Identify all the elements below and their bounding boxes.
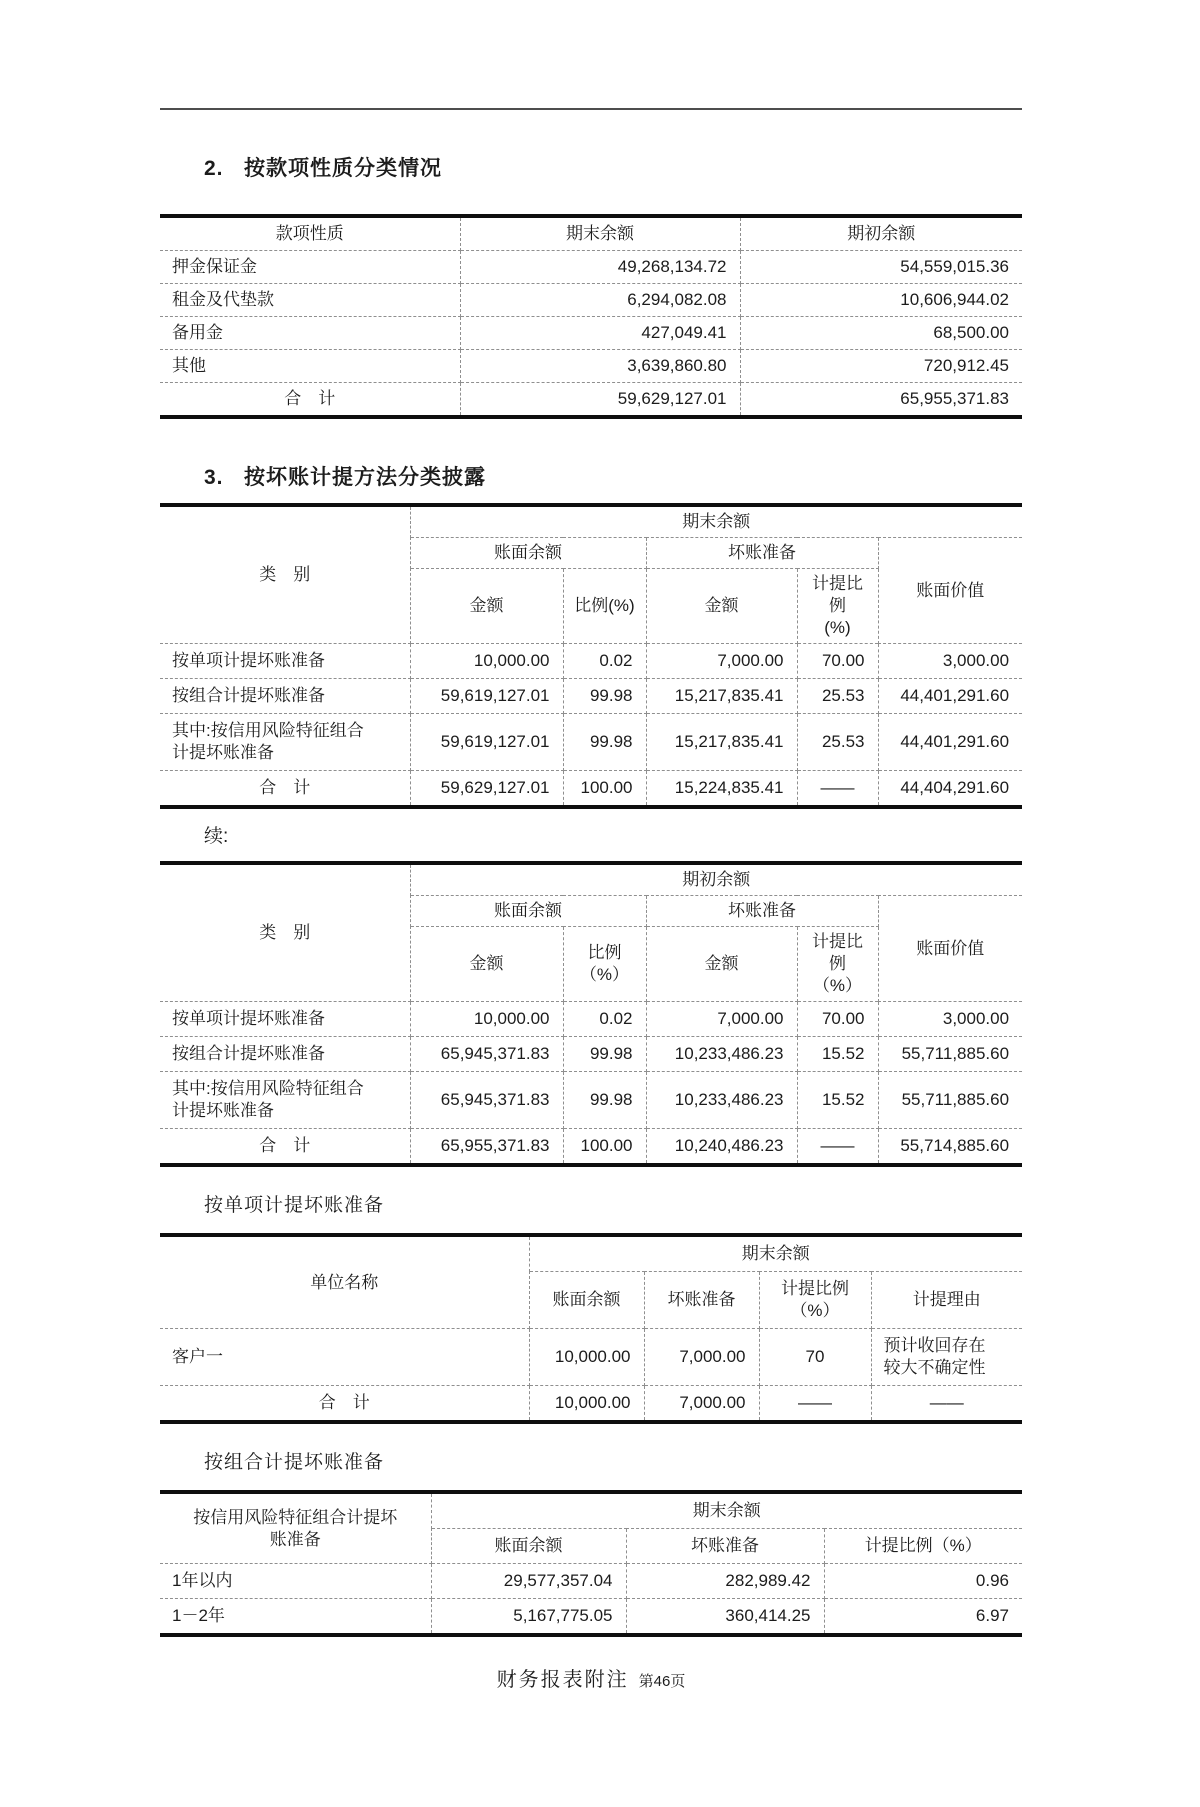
footer-page-number: 第46页 xyxy=(638,1673,686,1690)
col-header-credit-risk-group: 按信用风险特征组合计提坏 账准备 xyxy=(160,1492,431,1564)
header-rule xyxy=(160,108,1022,110)
col-header-book-balance: 账面余额 xyxy=(431,1529,626,1564)
col-header-bad-debt-provision: 坏账准备 xyxy=(644,1272,759,1329)
cell-value: 59,619,127.01 xyxy=(410,679,563,714)
col-header-category: 类 别 xyxy=(160,863,410,1002)
col-header-bad-debt-provision: 坏账准备 xyxy=(646,896,878,927)
row-label: 1－2年 xyxy=(160,1599,431,1636)
individual-provision-heading: 按单项计提坏账准备 xyxy=(204,1195,385,1216)
cell-value: 70.00 xyxy=(797,1002,878,1037)
row-label: 其他 xyxy=(160,350,460,383)
cell-value: 15,217,835.41 xyxy=(646,714,797,771)
cell-value: 54,559,015.36 xyxy=(740,251,1022,284)
total-value: 65,955,371.83 xyxy=(410,1129,563,1166)
cell-value: 10,000.00 xyxy=(410,1002,563,1037)
cell-value: 10,000.00 xyxy=(410,644,563,679)
table-row xyxy=(160,1329,1022,1386)
col-header-amount: 金额 xyxy=(410,569,563,644)
total-label: 合 计 xyxy=(160,1386,529,1423)
table-row xyxy=(160,644,1022,679)
cell-value: 360,414.25 xyxy=(626,1599,824,1636)
cell-value: 65,945,371.83 xyxy=(410,1037,563,1072)
row-label: 客户一 xyxy=(160,1329,529,1386)
cell-value: 15.52 xyxy=(797,1037,878,1072)
cell-value: 55,711,885.60 xyxy=(878,1072,1022,1129)
cell-value: 29,577,357.04 xyxy=(431,1564,626,1599)
table-header-row xyxy=(160,1235,1022,1272)
total-dash: —— xyxy=(797,1129,878,1166)
table-row xyxy=(160,1037,1022,1072)
section-2-title: 按款项性质分类情况 xyxy=(244,157,442,180)
section-3-heading xyxy=(204,463,1022,493)
cell-value: 6.97 xyxy=(824,1599,1022,1636)
cell-value: 720,912.45 xyxy=(740,350,1022,383)
payment-nature-table xyxy=(160,214,1022,419)
cell-reason: 预计收回存在 较大不确定性 xyxy=(871,1329,1022,1386)
cell-value: 25.53 xyxy=(797,679,878,714)
row-label: 其中:按信用风险特征组合 计提坏账准备 xyxy=(160,714,410,771)
col-header-ratio: 比例(%) xyxy=(563,569,646,644)
row-label: 按组合计提坏账准备 xyxy=(160,1037,410,1072)
total-value: 15,224,835.41 xyxy=(646,771,797,808)
total-value: 55,714,885.60 xyxy=(878,1129,1022,1166)
individual-provision-table xyxy=(160,1233,1022,1424)
col-header-provision-ratio: 计提比例 (%) xyxy=(797,569,878,644)
cell-value: 5,167,775.05 xyxy=(431,1599,626,1636)
total-label: 合 计 xyxy=(160,1129,410,1166)
table-header-row xyxy=(160,863,1022,896)
total-label: 合 计 xyxy=(160,771,410,808)
col-header-book-balance: 账面余额 xyxy=(410,538,646,569)
col-header-amount: 金额 xyxy=(646,569,797,644)
col-header-ending-balance: 期末余额 xyxy=(431,1492,1022,1529)
table-row xyxy=(160,350,1022,383)
section-2-number: 2. xyxy=(204,157,224,180)
col-header-ratio: 比例 （%） xyxy=(563,927,646,1002)
page-footer xyxy=(160,1663,1022,1692)
continued-label: 续: xyxy=(204,826,229,847)
cell-value: 65,945,371.83 xyxy=(410,1072,563,1129)
footer-title: 财务报表附注 xyxy=(496,1669,629,1691)
cell-value: 15,217,835.41 xyxy=(646,679,797,714)
bad-debt-method-ending-table xyxy=(160,503,1022,809)
cell-value: 44,401,291.60 xyxy=(878,714,1022,771)
total-value: 44,404,291.60 xyxy=(878,771,1022,808)
cell-value: 3,000.00 xyxy=(878,644,1022,679)
col-header-bad-debt-provision: 坏账准备 xyxy=(626,1529,824,1564)
total-value: 7,000.00 xyxy=(644,1386,759,1423)
total-row xyxy=(160,1129,1022,1166)
row-label: 租金及代垫款 xyxy=(160,284,460,317)
col-header-payment-nature: 款项性质 xyxy=(160,216,460,251)
cell-value: 10,233,486.23 xyxy=(646,1072,797,1129)
cell-value: 10,000.00 xyxy=(529,1329,644,1386)
cell-value: 7,000.00 xyxy=(646,1002,797,1037)
row-label: 按单项计提坏账准备 xyxy=(160,644,410,679)
group-provision-heading: 按组合计提坏账准备 xyxy=(204,1452,385,1473)
total-row xyxy=(160,383,1022,418)
col-header-amount: 金额 xyxy=(410,927,563,1002)
row-label: 按单项计提坏账准备 xyxy=(160,1002,410,1037)
col-header-provision-ratio: 计提比例 （%） xyxy=(797,927,878,1002)
cell-value: 7,000.00 xyxy=(644,1329,759,1386)
col-header-book-balance: 账面余额 xyxy=(410,896,646,927)
col-header-book-value: 账面价值 xyxy=(878,896,1022,1002)
row-label: 按组合计提坏账准备 xyxy=(160,679,410,714)
table-header-row xyxy=(160,1492,1022,1529)
table-row xyxy=(160,679,1022,714)
col-header-beginning-balance: 期初余额 xyxy=(740,216,1022,251)
cell-value: 55,711,885.60 xyxy=(878,1037,1022,1072)
cell-value: 0.96 xyxy=(824,1564,1022,1599)
cell-value: 10,606,944.02 xyxy=(740,284,1022,317)
col-header-ending-balance: 期末余额 xyxy=(460,216,740,251)
cell-value: 0.02 xyxy=(563,644,646,679)
row-label: 其中:按信用风险特征组合 计提坏账准备 xyxy=(160,1072,410,1129)
total-value: 59,629,127.01 xyxy=(410,771,563,808)
total-value: 65,955,371.83 xyxy=(740,383,1022,418)
cell-value: 70 xyxy=(759,1329,871,1386)
col-header-ending-balance: 期末余额 xyxy=(410,505,1022,538)
table-row xyxy=(160,1564,1022,1599)
total-dash: —— xyxy=(759,1386,871,1423)
col-header-amount: 金额 xyxy=(646,927,797,1002)
col-header-provision-ratio: 计提比例（%） xyxy=(824,1529,1022,1564)
col-header-ending-balance: 期末余额 xyxy=(529,1235,1022,1272)
table-row xyxy=(160,317,1022,350)
cell-value: 427,049.41 xyxy=(460,317,740,350)
total-value: 59,629,127.01 xyxy=(460,383,740,418)
table-header-row xyxy=(160,505,1022,538)
cell-value: 6,294,082.08 xyxy=(460,284,740,317)
total-value: 10,240,486.23 xyxy=(646,1129,797,1166)
total-dash: —— xyxy=(797,771,878,808)
section-3-number: 3. xyxy=(204,466,224,489)
cell-value: 99.98 xyxy=(563,1072,646,1129)
row-label: 备用金 xyxy=(160,317,460,350)
document-page xyxy=(160,108,1022,1692)
cell-value: 10,233,486.23 xyxy=(646,1037,797,1072)
group-provision-table xyxy=(160,1490,1022,1637)
cell-value: 3,000.00 xyxy=(878,1002,1022,1037)
table-row xyxy=(160,1599,1022,1636)
table-row xyxy=(160,251,1022,284)
cell-value: 3,639,860.80 xyxy=(460,350,740,383)
table-row xyxy=(160,284,1022,317)
cell-value: 49,268,134.72 xyxy=(460,251,740,284)
col-header-category: 类 别 xyxy=(160,505,410,644)
col-header-provision-ratio: 计提比例 （%） xyxy=(759,1272,871,1329)
section-2-heading xyxy=(204,154,1022,184)
row-label: 押金保证金 xyxy=(160,251,460,284)
col-header-entity-name: 单位名称 xyxy=(160,1235,529,1329)
col-header-book-balance: 账面余额 xyxy=(529,1272,644,1329)
col-header-book-value: 账面价值 xyxy=(878,538,1022,644)
cell-value: 99.98 xyxy=(563,1037,646,1072)
cell-value: 99.98 xyxy=(563,679,646,714)
cell-value: 44,401,291.60 xyxy=(878,679,1022,714)
cell-value: 25.53 xyxy=(797,714,878,771)
cell-value: 68,500.00 xyxy=(740,317,1022,350)
cell-value: 15.52 xyxy=(797,1072,878,1129)
total-value: 100.00 xyxy=(563,1129,646,1166)
total-row xyxy=(160,1386,1022,1423)
cell-value: 99.98 xyxy=(563,714,646,771)
total-dash: —— xyxy=(871,1386,1022,1423)
total-row xyxy=(160,771,1022,808)
table-header-row xyxy=(160,216,1022,251)
cell-value: 70.00 xyxy=(797,644,878,679)
col-header-bad-debt-provision: 坏账准备 xyxy=(646,538,878,569)
total-value: 100.00 xyxy=(563,771,646,808)
cell-value: 59,619,127.01 xyxy=(410,714,563,771)
cell-value: 282,989.42 xyxy=(626,1564,824,1599)
table-row xyxy=(160,714,1022,771)
total-label: 合 计 xyxy=(160,383,460,418)
col-header-beginning-balance: 期初余额 xyxy=(410,863,1022,896)
table-row xyxy=(160,1072,1022,1129)
cell-value: 0.02 xyxy=(563,1002,646,1037)
section-3-title: 按坏账计提方法分类披露 xyxy=(244,466,486,489)
row-label: 1年以内 xyxy=(160,1564,431,1599)
cell-value: 7,000.00 xyxy=(646,644,797,679)
total-value: 10,000.00 xyxy=(529,1386,644,1423)
table-row xyxy=(160,1002,1022,1037)
col-header-provision-reason: 计提理由 xyxy=(871,1272,1022,1329)
bad-debt-method-beginning-table xyxy=(160,861,1022,1167)
